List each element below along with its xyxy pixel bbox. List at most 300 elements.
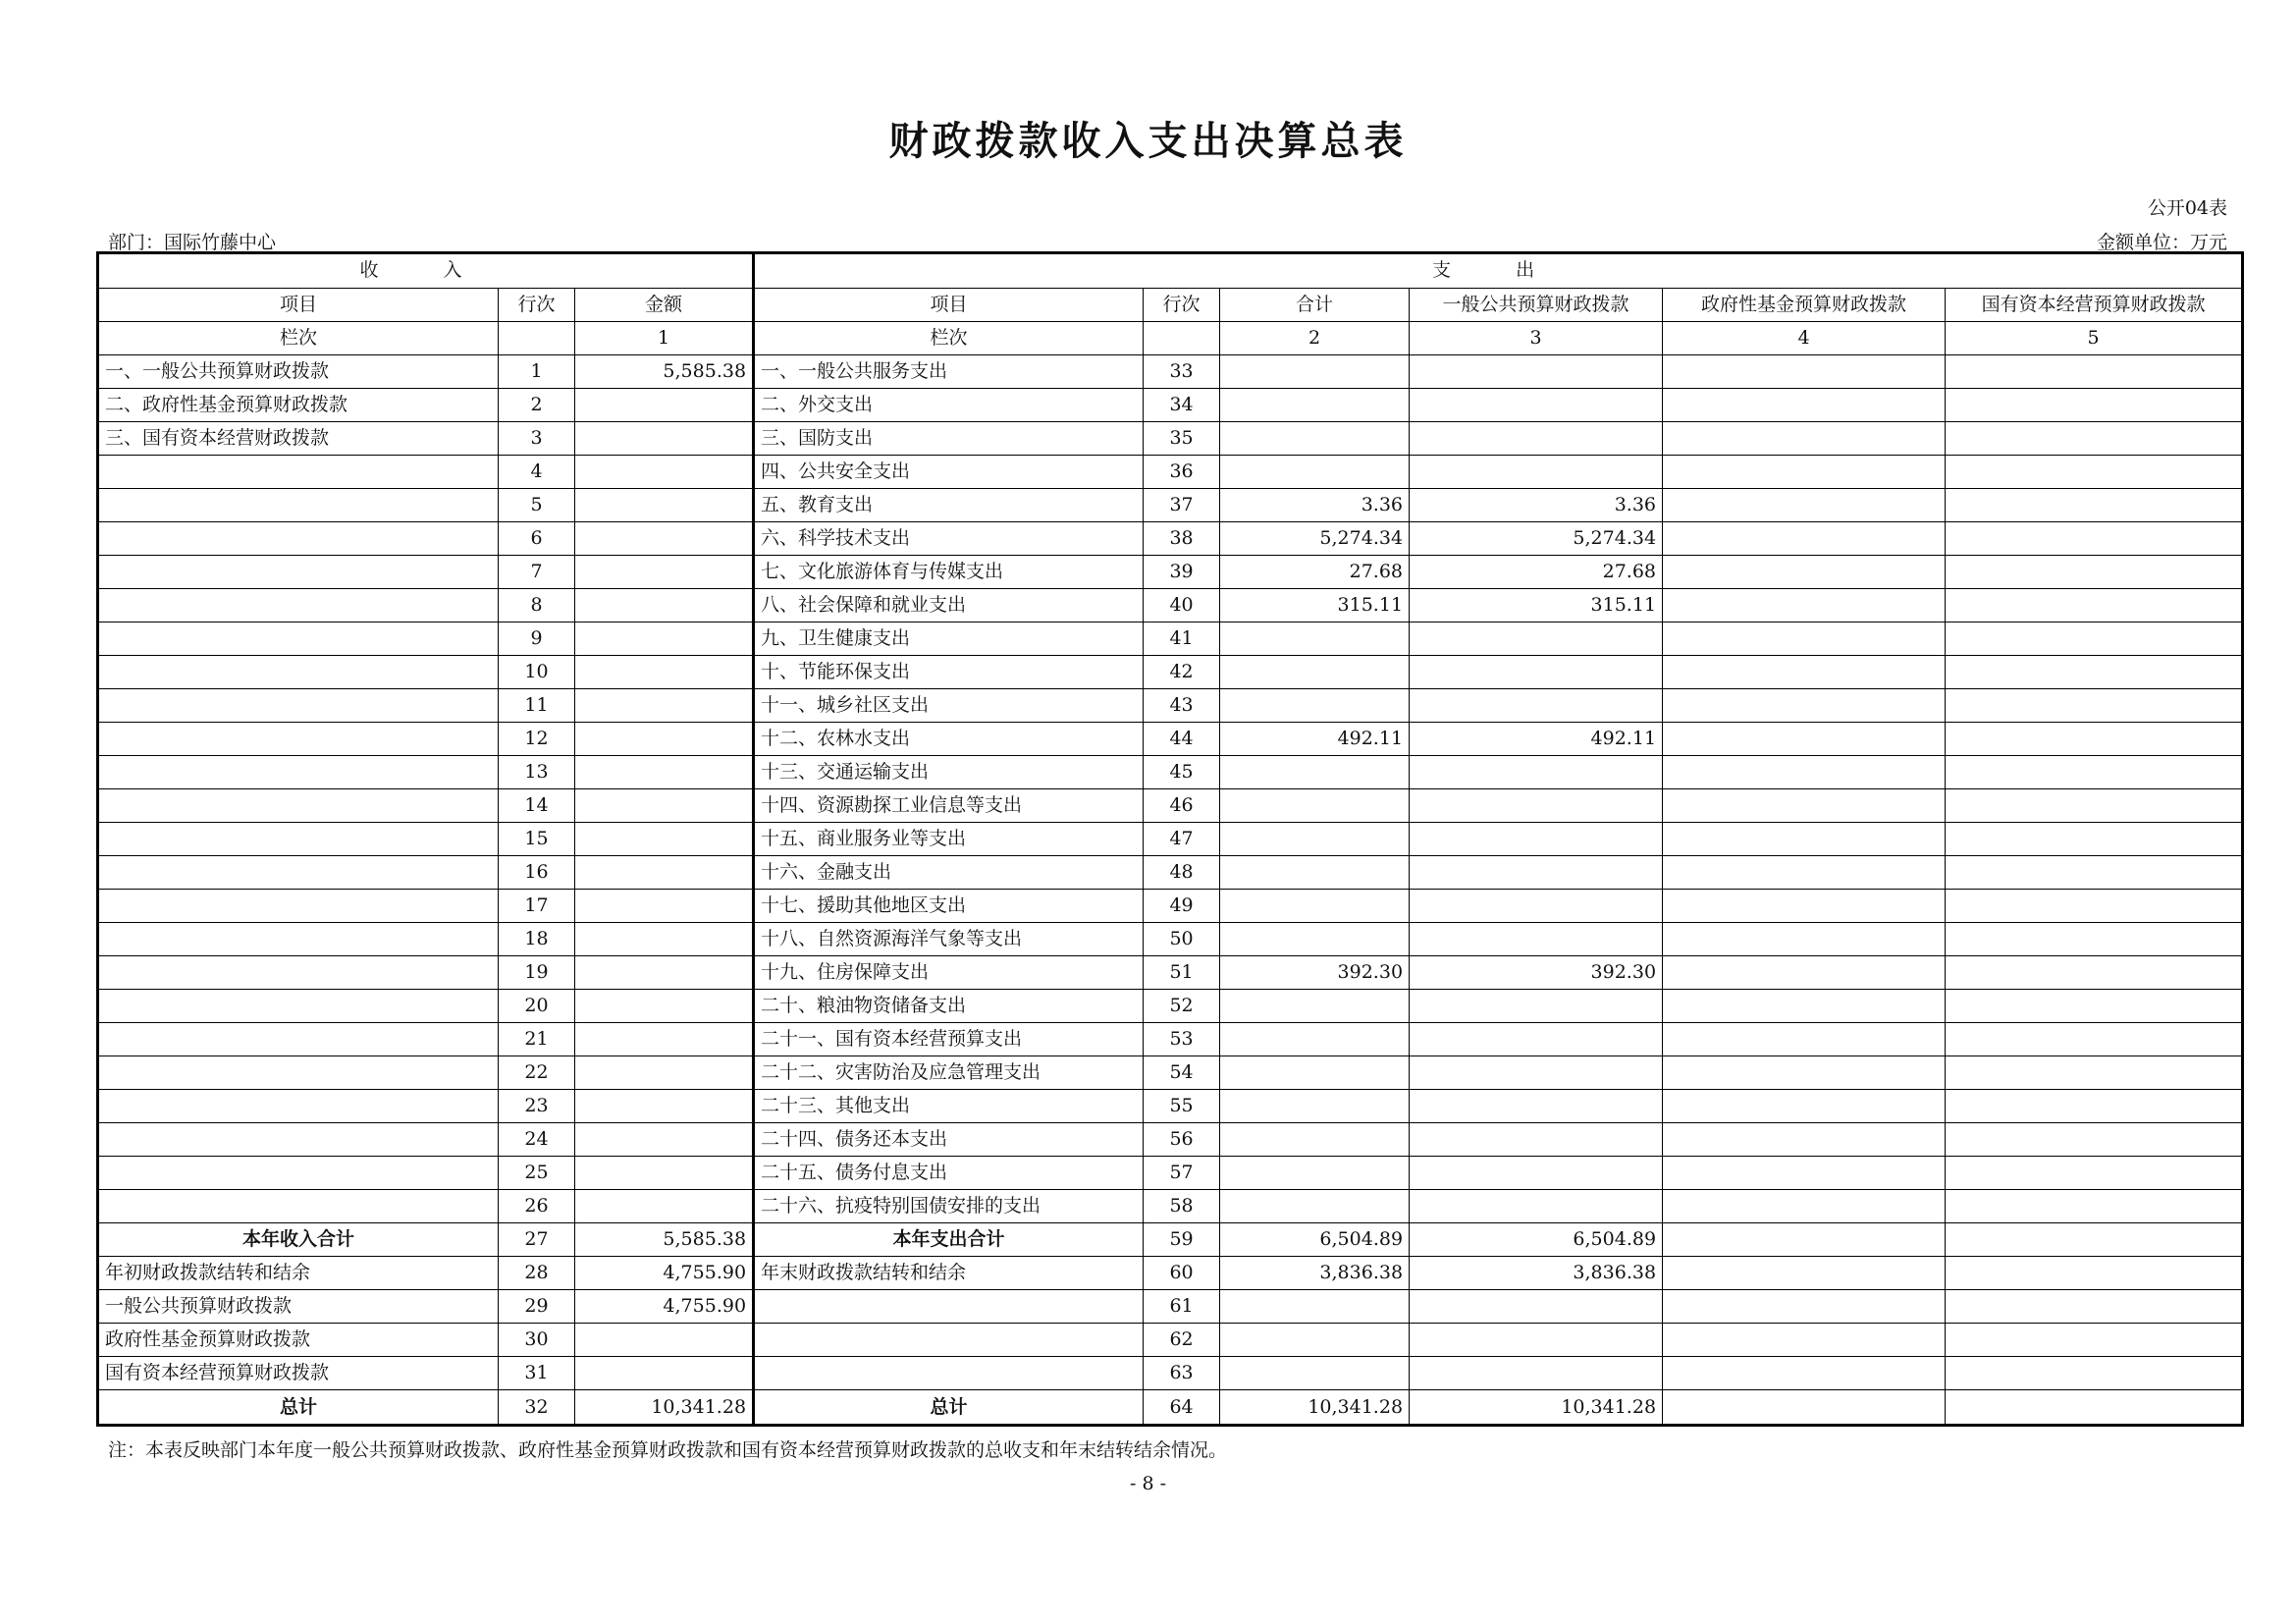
total-cell [1220,755,1410,788]
gov-fund-cell [1663,1123,1946,1157]
table-note: 注：本表反映部门本年度一般公共预算财政拨款、政府性基金预算财政拨款和国有资本经营预算财政拨款的总收支和年末结转结余情况。 [108,1439,1228,1461]
income-row-no-cell: 1 [499,354,575,388]
general-budget-cell [1410,1190,1663,1223]
expense-item-cell: 十五、商业服务业等支出 [754,822,1144,855]
total-cell [1220,855,1410,889]
income-amount-cell: 5,585.38 [575,1223,754,1257]
general-budget-cell [1410,421,1663,455]
gov-fund-cell [1663,421,1946,455]
expense-item-cell: 二十六、抗疫特别国债安排的支出 [754,1190,1144,1223]
income-amount-cell [575,956,754,990]
expense-row-no-cell: 55 [1144,1090,1220,1123]
state-capital-cell [1946,1223,2243,1257]
gov-fund-cell [1663,521,1946,555]
expense-row-no-cell: 40 [1144,588,1220,622]
expense-row-no-cell: 64 [1144,1390,1220,1426]
total-cell [1220,354,1410,388]
income-item-cell: 一般公共预算财政拨款 [98,1290,499,1324]
general-budget-cell [1410,354,1663,388]
general-budget-cell [1410,923,1663,956]
table-row [98,555,2243,588]
income-amount-header: 金额 [575,288,754,321]
expense-item-cell: 二十三、其他支出 [754,1090,1144,1123]
state-capital-cell [1946,555,2243,588]
total-cell [1220,1357,1410,1390]
state-capital-cell [1946,488,2243,521]
income-amount-cell [575,622,754,655]
general-budget-cell [1410,1123,1663,1157]
income-amount-cell [575,588,754,622]
income-row-no-cell: 6 [499,521,575,555]
income-row-no-cell: 11 [499,688,575,722]
total-cell [1220,923,1410,956]
expense-row-no-cell: 50 [1144,923,1220,956]
income-row-no-cell: 24 [499,1123,575,1157]
gov-fund-cell [1663,788,1946,822]
income-row-no-cell: 27 [499,1223,575,1257]
state-capital-cell [1946,455,2243,488]
state-capital-cell [1946,588,2243,622]
expense-item-cell: 总计 [754,1390,1144,1426]
table-row [98,388,2243,421]
table-row [98,1056,2243,1090]
income-row-no-cell: 15 [499,822,575,855]
income-amount-cell [575,421,754,455]
total-cell: 27.68 [1220,555,1410,588]
income-row-no-cell: 14 [499,788,575,822]
department-label: 部门：国际竹藤中心 [108,232,277,253]
expense-item-cell: 二十一、国有资本经营预算支出 [754,1023,1144,1056]
state-capital-cell [1946,956,2243,990]
income-item-cell [98,1090,499,1123]
expense-item-cell [754,1357,1144,1390]
expense-item-cell [754,1290,1144,1324]
income-item-header: 项目 [98,288,499,321]
expense-item-cell: 十四、资源勘探工业信息等支出 [754,788,1144,822]
column-header-row [98,288,2243,321]
general-budget-cell [1410,1056,1663,1090]
unit-label: 金额单位：万元 [2096,232,2227,253]
general-budget-cell [1410,822,1663,855]
income-row-no-cell: 31 [499,1357,575,1390]
income-amount-cell [575,1056,754,1090]
income-row-no-cell: 32 [499,1390,575,1426]
total-cell: 3.36 [1220,488,1410,521]
income-row-no-cell: 22 [499,1056,575,1090]
state-capital-cell [1946,622,2243,655]
table-row [98,622,2243,655]
total-cell [1220,1090,1410,1123]
income-row-no-cell: 12 [499,722,575,755]
expense-row-no-cell: 39 [1144,555,1220,588]
state-capital-cell [1946,1324,2243,1357]
income-item-cell [98,788,499,822]
gov-fund-cell [1663,855,1946,889]
income-row-no-cell: 23 [499,1090,575,1123]
income-amount-cell [575,1324,754,1357]
general-budget-cell: 3.36 [1410,488,1663,521]
income-row-no-cell: 3 [499,421,575,455]
general-budget-cell: 315.11 [1410,588,1663,622]
income-row-no-cell: 26 [499,1190,575,1223]
total-cell [1220,1056,1410,1090]
expense-row-no-cell: 49 [1144,889,1220,922]
table-row [98,822,2243,855]
general-budget-cell: 10,341.28 [1410,1390,1663,1426]
state-capital-cell [1946,1157,2243,1190]
income-row-no-header: 行次 [499,288,575,321]
table-row [98,688,2243,722]
income-item-cell [98,956,499,990]
general-budget-header: 一般公共预算财政拨款 [1410,288,1663,321]
income-item-cell [98,990,499,1023]
gov-fund-column-number: 4 [1663,321,1946,354]
expense-section-header: 支 出 [754,253,2243,289]
general-budget-cell [1410,388,1663,421]
expense-item-cell: 十三、交通运输支出 [754,755,1144,788]
expense-item-cell: 二十五、债务付息支出 [754,1157,1144,1190]
expense-item-cell: 十、节能环保支出 [754,655,1144,688]
general-budget-cell [1410,1324,1663,1357]
income-amount-cell [575,1023,754,1056]
state-capital-cell [1946,655,2243,688]
expense-item-cell: 本年支出合计 [754,1223,1144,1257]
general-budget-cell: 27.68 [1410,555,1663,588]
total-cell: 5,274.34 [1220,521,1410,555]
gov-fund-cell [1663,1257,1946,1290]
income-row-no-cell: 25 [499,1157,575,1190]
income-amount-cell [575,1090,754,1123]
table-row [98,990,2243,1023]
state-capital-cell [1946,688,2243,722]
state-capital-column-number: 5 [1946,321,2243,354]
table-row [98,1190,2243,1223]
income-section-header: 收 入 [98,253,754,289]
total-cell: 3,836.38 [1220,1257,1410,1290]
expense-row-no-cell: 54 [1144,1056,1220,1090]
table-row [98,588,2243,622]
income-column-label: 栏次 [98,321,499,354]
income-amount-cell [575,755,754,788]
general-budget-cell: 5,274.34 [1410,521,1663,555]
income-row-no-cell: 10 [499,655,575,688]
table-row [98,521,2243,555]
income-item-cell [98,655,499,688]
general-budget-cell [1410,688,1663,722]
expense-item-cell: 五、教育支出 [754,488,1144,521]
gov-fund-cell [1663,688,1946,722]
income-row-no-cell: 2 [499,388,575,421]
form-number: 公开04表 [2147,197,2227,219]
expense-item-cell: 十二、农林水支出 [754,722,1144,755]
income-item-cell [98,1056,499,1090]
expense-row-no-cell: 38 [1144,521,1220,555]
total-cell [1220,1190,1410,1223]
table-row [98,1123,2243,1157]
expense-item-cell: 十六、金融支出 [754,855,1144,889]
expense-row-no-cell: 51 [1144,956,1220,990]
gov-fund-cell [1663,1290,1946,1324]
general-budget-cell [1410,1290,1663,1324]
state-capital-cell [1946,1390,2243,1426]
income-item-cell: 二、政府性基金预算财政拨款 [98,388,499,421]
state-capital-cell [1946,889,2243,922]
column-number-row [98,321,2243,354]
general-budget-cell: 3,836.38 [1410,1257,1663,1290]
section-header-row [98,253,2243,289]
state-capital-cell [1946,990,2243,1023]
expense-item-header: 项目 [754,288,1144,321]
income-amount-cell [575,1357,754,1390]
income-item-cell [98,889,499,922]
income-row-no-cell: 21 [499,1023,575,1056]
income-row-no-cell: 8 [499,588,575,622]
income-row-no-cell: 19 [499,956,575,990]
income-amount-cell [575,655,754,688]
state-capital-cell [1946,1290,2243,1324]
general-budget-cell: 6,504.89 [1410,1223,1663,1257]
income-item-cell [98,755,499,788]
income-amount-cell [575,521,754,555]
total-cell: 315.11 [1220,588,1410,622]
income-item-cell [98,1123,499,1157]
expense-row-no-number [1144,321,1220,354]
gov-fund-cell [1663,1324,1946,1357]
income-amount-cell: 5,585.38 [575,354,754,388]
income-row-no-cell: 9 [499,622,575,655]
total-cell [1220,688,1410,722]
table-row [98,923,2243,956]
state-capital-cell [1946,923,2243,956]
total-cell [1220,889,1410,922]
income-row-no-cell: 13 [499,755,575,788]
total-cell [1220,990,1410,1023]
income-row-no-cell: 28 [499,1257,575,1290]
gov-fund-cell [1663,354,1946,388]
state-capital-cell [1946,722,2243,755]
general-budget-cell [1410,990,1663,1023]
budget-table [96,251,2244,1427]
state-capital-cell [1946,788,2243,822]
expense-item-cell: 十一、城乡社区支出 [754,688,1144,722]
table-row [98,488,2243,521]
income-amount-cell [575,555,754,588]
state-capital-cell [1946,755,2243,788]
table-row [98,1023,2243,1056]
general-budget-cell [1410,655,1663,688]
expense-item-cell: 二十、粮油物资储备支出 [754,990,1144,1023]
expense-row-no-cell: 41 [1144,622,1220,655]
expense-item-cell: 六、科学技术支出 [754,521,1144,555]
state-capital-cell [1946,855,2243,889]
income-row-no-cell: 5 [499,488,575,521]
gov-fund-cell [1663,388,1946,421]
gov-fund-cell [1663,990,1946,1023]
income-amount-cell [575,1123,754,1157]
general-budget-cell [1410,755,1663,788]
expense-row-no-cell: 52 [1144,990,1220,1023]
table-row [98,354,2243,388]
income-row-no-cell: 16 [499,855,575,889]
expense-item-cell: 一、一般公共服务支出 [754,354,1144,388]
income-amount-cell [575,722,754,755]
expense-row-no-cell: 42 [1144,655,1220,688]
expense-row-no-cell: 46 [1144,788,1220,822]
state-capital-cell [1946,1090,2243,1123]
income-row-no-cell: 7 [499,555,575,588]
expense-item-cell [754,1324,1144,1357]
income-item-cell [98,722,499,755]
general-budget-cell [1410,1023,1663,1056]
income-row-no-cell: 20 [499,990,575,1023]
total-cell [1220,622,1410,655]
income-item-cell: 一、一般公共预算财政拨款 [98,354,499,388]
expense-item-cell: 三、国防支出 [754,421,1144,455]
state-capital-cell [1946,1357,2243,1390]
state-capital-cell [1946,1123,2243,1157]
expense-row-no-cell: 36 [1144,455,1220,488]
income-item-cell [98,622,499,655]
expense-row-no-cell: 60 [1144,1257,1220,1290]
income-item-cell: 政府性基金预算财政拨款 [98,1324,499,1357]
table-row [98,455,2243,488]
income-row-no-cell: 17 [499,889,575,922]
general-budget-cell [1410,1157,1663,1190]
total-cell: 392.30 [1220,956,1410,990]
gov-fund-cell [1663,722,1946,755]
expense-row-no-cell: 34 [1144,388,1220,421]
income-amount-cell [575,1190,754,1223]
total-cell [1220,788,1410,822]
table-row [98,889,2243,922]
state-capital-cell [1946,1190,2243,1223]
expense-item-cell: 十九、住房保障支出 [754,956,1144,990]
expense-row-no-cell: 59 [1144,1223,1220,1257]
income-amount-number: 1 [575,321,754,354]
table-row [98,1257,2243,1290]
gov-fund-cell [1663,1157,1946,1190]
general-budget-cell [1410,855,1663,889]
expense-row-no-header: 行次 [1144,288,1220,321]
income-item-cell [98,555,499,588]
total-cell: 492.11 [1220,722,1410,755]
expense-item-cell: 年末财政拨款结转和结余 [754,1257,1144,1290]
expense-item-cell: 二、外交支出 [754,388,1144,421]
gov-fund-cell [1663,923,1946,956]
gov-fund-cell [1663,655,1946,688]
table-row [98,855,2243,889]
expense-item-cell: 四、公共安全支出 [754,455,1144,488]
expense-row-no-cell: 37 [1144,488,1220,521]
state-capital-cell [1946,1023,2243,1056]
income-amount-cell [575,889,754,922]
gov-fund-cell [1663,1090,1946,1123]
total-cell [1220,421,1410,455]
general-budget-cell: 492.11 [1410,722,1663,755]
gov-fund-cell [1663,455,1946,488]
general-budget-column-number: 3 [1410,321,1663,354]
expense-item-cell: 十七、援助其他地区支出 [754,889,1144,922]
expense-row-no-cell: 48 [1144,855,1220,889]
expense-row-no-cell: 47 [1144,822,1220,855]
gov-fund-cell [1663,1190,1946,1223]
income-item-cell: 三、国有资本经营财政拨款 [98,421,499,455]
income-item-cell: 总计 [98,1390,499,1426]
income-amount-cell [575,822,754,855]
table-row [98,755,2243,788]
expense-row-no-cell: 43 [1144,688,1220,722]
total-cell [1220,388,1410,421]
gov-fund-cell [1663,822,1946,855]
gov-fund-cell [1663,555,1946,588]
gov-fund-cell [1663,622,1946,655]
expense-row-no-cell: 45 [1144,755,1220,788]
table-row [98,1357,2243,1390]
income-amount-cell [575,488,754,521]
general-budget-cell [1410,1090,1663,1123]
state-capital-cell [1946,354,2243,388]
total-header: 合计 [1220,288,1410,321]
table-row [98,1090,2243,1123]
income-item-cell [98,455,499,488]
income-amount-cell [575,923,754,956]
income-row-no-number [499,321,575,354]
total-cell [1220,1290,1410,1324]
expense-row-no-cell: 53 [1144,1023,1220,1056]
general-budget-cell [1410,455,1663,488]
table-row [98,788,2243,822]
total-cell: 10,341.28 [1220,1390,1410,1426]
page-title: 财政拨款收入支出决算总表 [888,118,1408,164]
expense-row-no-cell: 58 [1144,1190,1220,1223]
table-row [98,1157,2243,1190]
table-row [98,1223,2243,1257]
state-capital-cell [1946,521,2243,555]
expense-item-cell: 二十二、灾害防治及应急管理支出 [754,1056,1144,1090]
table-row [98,1290,2243,1324]
income-amount-cell: 4,755.90 [575,1257,754,1290]
expense-item-cell: 十八、自然资源海洋气象等支出 [754,923,1144,956]
table-row [98,421,2243,455]
total-cell [1220,1157,1410,1190]
total-cell [1220,455,1410,488]
income-item-cell [98,1190,499,1223]
general-budget-cell: 392.30 [1410,956,1663,990]
gov-fund-cell [1663,1023,1946,1056]
gov-fund-cell [1663,889,1946,922]
expense-column-label: 栏次 [754,321,1144,354]
gov-fund-header: 政府性基金预算财政拨款 [1663,288,1946,321]
income-amount-cell: 4,755.90 [575,1290,754,1324]
gov-fund-cell [1663,488,1946,521]
state-capital-cell [1946,1257,2243,1290]
page-number: - 8 - [1129,1473,1166,1494]
general-budget-cell [1410,622,1663,655]
total-cell [1220,1324,1410,1357]
income-item-cell [98,822,499,855]
table-row [98,655,2243,688]
expense-row-no-cell: 33 [1144,354,1220,388]
expense-row-no-cell: 35 [1144,421,1220,455]
expense-row-no-cell: 57 [1144,1157,1220,1190]
income-row-no-cell: 30 [499,1324,575,1357]
total-cell [1220,822,1410,855]
expense-item-cell: 二十四、债务还本支出 [754,1123,1144,1157]
state-capital-cell [1946,822,2243,855]
table-row [98,1390,2243,1426]
income-item-cell [98,855,499,889]
income-item-cell [98,688,499,722]
